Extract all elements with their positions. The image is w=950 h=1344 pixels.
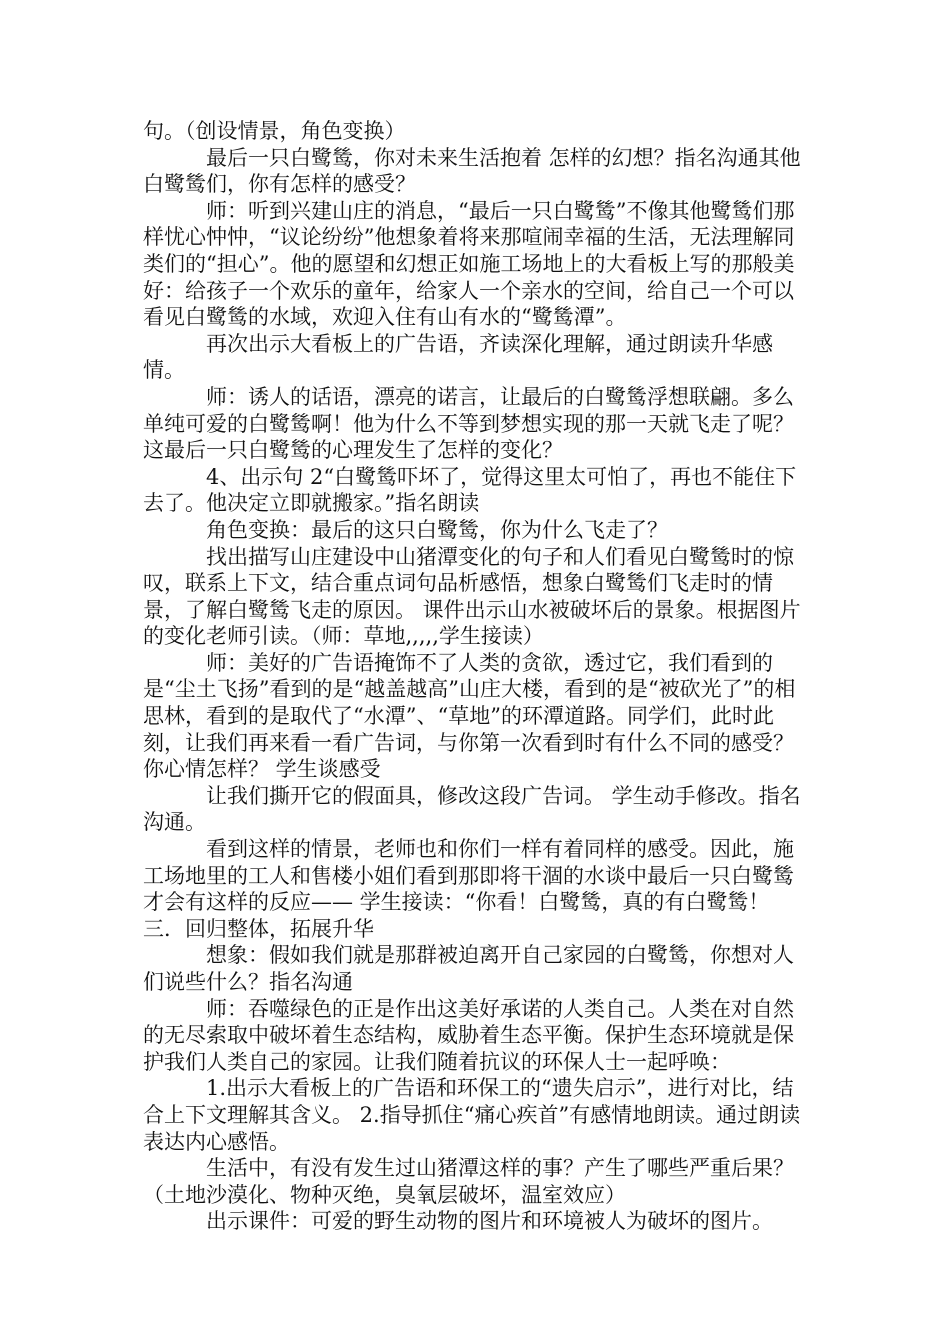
paragraph-11: 看到这样的情景，老师也和你们一样有着同样的感受。因此，施工场地里的工人和售楼小姐们看到那即将干涸的水谈中最后一只白鹭鸶才会有这样的反应—— 学生接读：“你看！白鹭鸶，真的有白鹭鸶！ 三．回归整体，拓展升华 [143, 837, 794, 941]
paragraph-12: 想象：假如我们就是那群被迫离开自己家园的白鹭鸶，你想对人们说些什么？指名沟通 [143, 943, 794, 994]
document-body [143, 118, 811, 1235]
paragraph-13: 师：吞噬绿色的正是作出这美好承诺的人类自己。人类在对自然的无尽索取中破坏着生态结构，威胁着生态平衡。保护生态环境就是保护我们人类自己的家园。让我们随着抗议的环保人士一起呼唤： [143, 996, 794, 1074]
paragraph-5: 师：诱人的话语，漂亮的诺言，让最后的白鹭鸶浮想联翩。多么单纯可爱的白鹭鸶啊！他为什么不等到梦想实现的那一天就飞走了呢？这最后一只白鹭鸶的心理发生了怎样的变化？ [143, 384, 794, 463]
paragraph-8: 找出描写山庄建设中山猪潭变化的句子和人们看见白鹭鸶时的惊叹，联系上下文，结合重点词句品析感悟，想象白鹭鸶们飞走时的情景，了解白鹭鸶飞走的原因。 课件出示山水被破坏后的景象。根据图片的变化老师引读。（师：草地,,,,,学生接读） [143, 544, 801, 649]
paragraph-15: 生活中，有没有发生过山猪潭这样的事？产生了哪些严重后果？（土地沙漠化、物种灭绝，臭氧层破坏，温室效应） [143, 1156, 794, 1207]
paragraph-4: 再次出示大看板上的广告语，齐读深化理解，通过朗读升华感情。 [143, 331, 773, 383]
paragraph-10: 让我们撕开它的假面具，修改这段广告词。 学生动手修改。指名沟通。 [143, 783, 801, 835]
paragraph-3: 师：听到兴建山庄的消息，“最后一只白鹭鸶”不像其他鹭鸶们那样忧心忡忡，“议论纷纷”他想象着将来那喧闹幸福的生活，无法理解同类们的“担心”。他的愿望和幻想正如施工场地上的大看板上写的那般美好：给孩子一个欢乐的童年，给家人一个亲水的空间，给自己一个可以看见白鹭鸶的水域，欢迎入住有山有水的“鹭鸶潭”。 [143, 198, 795, 330]
paragraph-9: 师：美好的广告语掩饰不了人类的贪欲，透过它，我们看到的是“尘土飞扬”看到的是“越盖越高”山庄大楼，看到的是“被砍光了”的相思林，看到的是取代了“水潭”、“草地”的环潭道路。同学们，此时此刻，让我们再来看一看广告词，与你第一次看到时有什么不同的感受？你心情怎样？ 学生谈感受 [143, 650, 796, 782]
paragraph-6: 4、出示句 2“白鹭鸶吓坏了，觉得这里太可怕了，再也不能住下去了。他决定立即就搬家。”指名朗读 [143, 464, 797, 516]
paragraph-2: 最后一只白鹭鸶，你对未来生活抱着 怎样的幻想？指名沟通其他白鹭鸶们，你有怎样的感受？ [143, 145, 801, 197]
paragraph-1: 句。（创设情景，角色变换） [143, 119, 406, 143]
paragraph-14: 1.出示大看板上的广告语和环保工的“遗失启示”，进行对比，结合上下文理解其含义。 2.指导抓住“痛心疾首”有感情地朗读。通过朗读表达内心感悟。 [143, 1076, 801, 1154]
paragraph-7: 角色变换：最后的这只白鹭鸶，你为什么飞走了？ [206, 517, 668, 542]
paragraph-16: 出示课件：可爱的野生动物的图片和环境被人为破坏的图片。 [206, 1209, 773, 1234]
